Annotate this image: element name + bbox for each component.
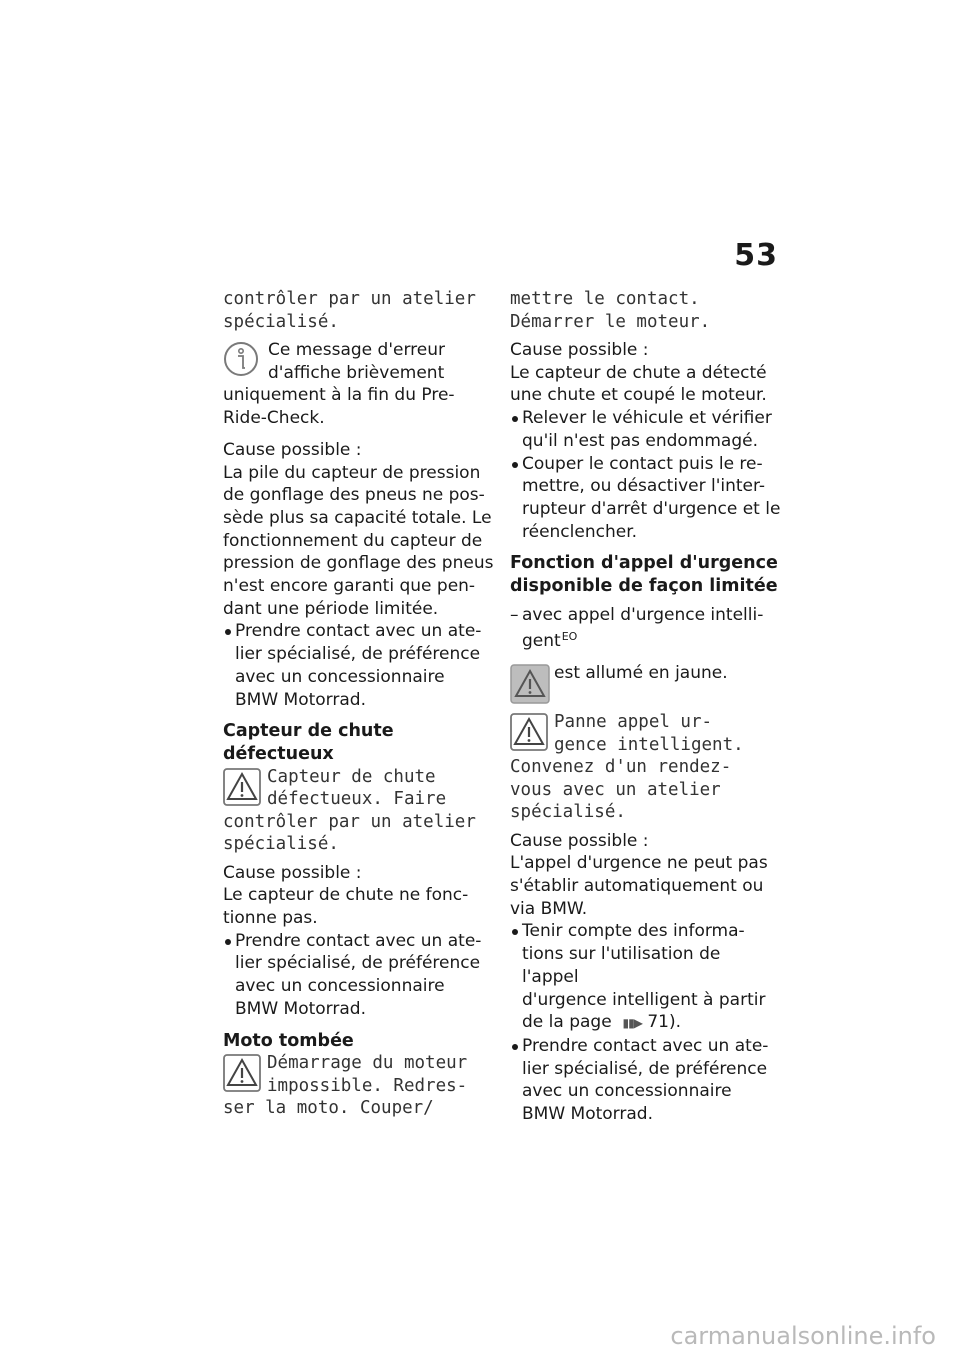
bullet-item <box>510 453 782 544</box>
left-column <box>223 288 495 1120</box>
bullet-text: Prendre contact avec un ate- lier spécialisé, de préférence avec un concessionnaire BMW Motorrad. <box>522 1035 769 1125</box>
dash-text <box>522 604 782 653</box>
page-reference-arrow-icon: ▮▮▶ <box>622 1016 642 1031</box>
warning-line-3: ser la moto. Couper/ <box>223 1098 434 1119</box>
continued-line-1: mettre le contact. <box>510 289 700 309</box>
indicator-note <box>510 662 782 702</box>
info-icon <box>223 341 259 377</box>
bullet-item <box>223 620 495 711</box>
cause-text: Le capteur de chute ne fonc- tionne pas. <box>223 885 469 929</box>
dash-mark: – <box>510 604 519 625</box>
cause-text: L'appel d'urgence ne peut pas s'établir automatiquement ou via BMW. <box>510 853 768 919</box>
bullet-text: Couper le contact puis le re- mettre, ou désactiver l'inter- rupteur d'arrêt d'urgence et le réenclencher. <box>522 453 781 542</box>
bullet-dot <box>512 929 518 935</box>
intro-line-1: contrôler par un atelier <box>223 289 476 309</box>
info-line-3: uniquement à la fin du Pre- <box>223 385 455 406</box>
bullet-text: Relever le véhicule et vérifier qu'il n'est pas endommagé. <box>522 408 772 451</box>
bullet-dot <box>512 1044 518 1050</box>
cause-text: La pile du capteur de pression de gonflage des pneus ne pos- sède plus sa capacité totale. Le fonctionnement du capteur de pression de gonflage des pneus n'est encore garanti que pen- dant une période limitée. <box>223 462 494 619</box>
warning-line-2: impossible. Redres- <box>267 1075 468 1096</box>
warning-line-3: Convenez d'un rendez- <box>510 757 732 778</box>
section-heading: Moto tombée <box>223 1030 354 1051</box>
info-line-4: Ride-Check. <box>223 408 325 429</box>
warning-line-4: spécialisé. <box>223 834 339 855</box>
info-note <box>223 339 495 430</box>
warning-triangle-icon <box>223 1054 261 1092</box>
right-column <box>510 288 782 1126</box>
warning-line-2: défectueux. Faire <box>267 789 447 810</box>
page-number: 53 <box>734 238 778 273</box>
bullet-dot <box>225 939 231 945</box>
warning-triangle-icon <box>510 664 550 704</box>
intro-line-2: spécialisé. <box>223 311 339 332</box>
cause-label: Cause possible : <box>510 340 649 360</box>
watermark: carmanualsonline.info <box>670 1322 936 1350</box>
bullet-dot <box>512 462 518 468</box>
warning-line-2: gence intelligent. <box>554 734 744 755</box>
warning-line-5: spécialisé. <box>510 802 626 823</box>
warning-line-1: Démarrage du moteur <box>267 1053 468 1074</box>
bullet-text <box>522 920 782 1035</box>
indicator-text: est allumé en jaune. <box>554 663 728 684</box>
cause-label: Cause possible : <box>223 862 362 883</box>
bullet-text: Prendre contact avec un ate- lier spécialisé, de préférence avec un concessionnaire BMW Motorrad. <box>235 621 482 710</box>
cause-label: Cause possible : <box>510 830 649 851</box>
warning-triangle-icon <box>510 713 548 751</box>
warning-line-1: Capteur de chute <box>267 766 436 787</box>
bullet-item <box>510 407 782 452</box>
bullet-item <box>510 1035 782 1126</box>
dash-item <box>510 604 782 653</box>
continued-line-2: Démarrer le moteur. <box>510 311 711 332</box>
dash-text-content: avec appel d'urgence intelli- gent <box>522 604 764 652</box>
bullet-dot <box>225 629 231 635</box>
warning-line-1: Panne appel ur- <box>554 712 713 733</box>
bullet-item <box>510 920 782 1035</box>
cause-label: Cause possible : <box>223 439 362 460</box>
warning-message <box>223 766 495 856</box>
info-line-2: d'affiche brièvement <box>268 362 445 383</box>
warning-message <box>510 711 782 824</box>
bullet-text: Prendre contact avec un ate- lier spécialisé, de préférence avec un concessionnaire BMW Motorrad. <box>235 930 482 1019</box>
warning-message <box>223 1052 495 1120</box>
warning-line-3: contrôler par un atelier <box>223 811 476 832</box>
bullet-dot <box>512 416 518 422</box>
bullet-text-content: Tenir compte des informa- tions sur l'utilisation de l'appel d'urgence intelligent à partir de la page <box>522 921 766 1033</box>
cause-text: Le capteur de chute a détecté une chute et coupé le moteur. <box>510 362 767 406</box>
page-reference[interactable]: 71). <box>647 1012 681 1033</box>
info-line-1: Ce message d'erreur <box>268 340 445 360</box>
bullet-item <box>223 930 495 1021</box>
warning-triangle-icon <box>223 768 261 806</box>
section-heading: Capteur de chute défectueux <box>223 721 400 764</box>
optional-equipment-mark: EO <box>561 630 578 644</box>
warning-line-4: vous avec un atelier <box>510 779 721 800</box>
section-heading: Fonction d'appel d'urgence disponible de façon limitée <box>510 553 778 597</box>
